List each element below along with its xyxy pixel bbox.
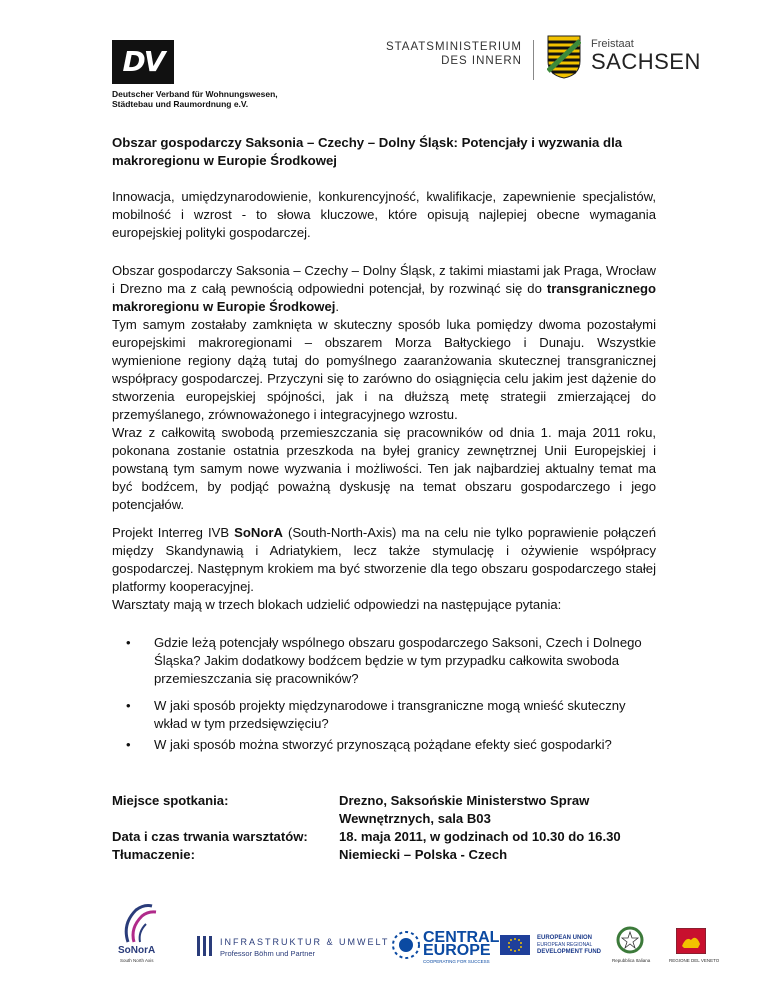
region-text-bold: transgranicznego makroregionu w Europie Środkowej xyxy=(112,281,656,314)
ce-line1: CENTRAL xyxy=(423,929,500,946)
freistaat-label: Freistaat xyxy=(591,38,634,50)
dv-organization-name xyxy=(112,89,278,109)
saxony-crest-icon xyxy=(547,35,581,79)
project-text-part2: (South-North-Axis) ma na celu nie tylko poprawienie połączeń między Skandynawią i Adriatykiem, lecz także stymulację i ożywienie współpracy gospodarczej. Następnym krokiem ma być stworzenie dla tego obszaru gospodarczego stałej platformy kooperacyjnej. xyxy=(112,525,656,594)
ce-line2: EUROPE xyxy=(423,942,491,959)
ministry-name xyxy=(380,40,522,68)
project-text-part1: Projekt Interreg IVB xyxy=(112,525,235,540)
central-europe-stars-icon xyxy=(391,930,421,960)
list-item xyxy=(112,697,656,733)
italian-republic-caption: Repubblica Italiana xyxy=(612,958,651,963)
eu-line2: EUROPEAN REGIONAL xyxy=(537,942,593,948)
eu-line3: DEVELOPMENT FUND xyxy=(537,949,602,955)
infrastruktur-title: INFRASTRUKTUR & UMWELT xyxy=(220,937,390,947)
place-label: Miejsce spotkania: xyxy=(112,793,229,808)
region-text-part2: . xyxy=(335,299,340,314)
list-item xyxy=(112,634,656,688)
project-text-bold: SoNorA xyxy=(234,525,283,540)
italian-republic-emblem-icon xyxy=(616,926,644,954)
sonora-logo-icon xyxy=(118,902,160,944)
list-item xyxy=(112,736,656,754)
infrastruktur-logo-icon xyxy=(197,936,213,956)
dv-name-line1: Deutscher Verband für Wohnungswesen, xyxy=(112,89,278,99)
eu-line1: EUROPEAN UNION xyxy=(537,935,593,941)
bullet-icon: • xyxy=(126,635,131,650)
veneto-region-emblem-icon xyxy=(676,928,706,954)
region-text-part1: Obszar gospodarczy Saksonia – Czechy – Dolny Śląsk, z takimi miastami jak Praga, Wrocław i Drezno ma z całą pewnością odpowiedni potencjał, by rozwinąć się do xyxy=(112,263,656,296)
mobility-paragraph: Wraz z całkowitą swobodą przemieszczania się pracowników od dnia 1. maja 2011 roku, pokonana zostanie ostatnia przeszkoda na byłej granicy zewnętrznej Unii Europejskiej i powstaną tym samym nowe wyzwania i możliwości. Ten jak najbardziej aktualny temat ma być bodźcem, by podjąć poważną dyskusję na temat obszaru gospodarczego i jego potencjałów. xyxy=(112,425,656,512)
bullet-icon: • xyxy=(126,698,131,713)
ministry-line1: STAATSMINISTERIUM xyxy=(385,41,522,53)
list-item-text: W jaki sposób można stworzyć przynoszącą pożądane efekty sieć gospodarki? xyxy=(154,737,612,752)
sonora-name: SoNorA xyxy=(118,945,156,956)
central-europe-subtitle: COOPERATING FOR SUCCESS xyxy=(423,959,490,964)
list-item-text: W jaki sposób projekty międzynarodowe i transgraniczne mogą wnieść skuteczny wkład w tym przedsięwzięciu? xyxy=(154,698,626,731)
gap-paragraph: Tym samym zostałaby zamknięta w skuteczny sposób luka pomiędzy dwoma pozostałymi europejskimi makroregionami – obszarem Morza Bałtyckiego i Dunaju. Wszystkie wymienione regiony dążą tutaj do pomyślnego zaaranżowania skutecznej transgranicznej współpracy gospodarczej. Przyczyni się to zarówno do osiągnięcia celu jakim jest dążenie do stworzenia europejskiej spójności, jak i na dłuższą metę strategii zmierzającej do przemyślanego, zrównoważonego i integracyjnego wzrostu. xyxy=(112,317,656,422)
veneto-region-caption: REGIONE DEL VENETO xyxy=(669,958,720,963)
translation-label: Tłumaczenie: xyxy=(112,847,195,862)
region-paragraph xyxy=(112,262,656,316)
dv-name-line2: Städtebau und Raumordnung e.V. xyxy=(112,99,249,109)
question-list xyxy=(112,634,656,754)
sachsen-label: SACHSEN xyxy=(591,49,701,74)
date-value: 18. maja 2011, w godzinach od 10.30 do 16.30 xyxy=(339,829,621,844)
place-value: Drezno, Saksońskie Ministerstwo Spraw Wewnętrznych, sala B03 xyxy=(339,793,590,826)
bullet-icon: • xyxy=(126,737,131,752)
translation-value: Niemiecki – Polska - Czech xyxy=(339,847,508,862)
infrastruktur-subtitle: Professor Böhm und Partner xyxy=(220,949,316,958)
eu-flag-icon xyxy=(500,935,530,955)
date-label: Data i czas trwania warsztatów: xyxy=(112,829,308,844)
project-paragraph xyxy=(112,524,656,596)
central-europe-title xyxy=(423,931,499,957)
dv-logo: DV xyxy=(112,40,174,84)
ministry-line2: DES INNERN xyxy=(441,55,522,67)
workshop-questions-intro: Warsztaty mają w trzech blokach udzielić odpowiedzi na następujące pytania: xyxy=(112,597,562,612)
sonora-subtitle: South North Axis xyxy=(120,958,154,963)
eu-fund-label xyxy=(537,935,601,956)
intro-paragraph: Innowacja, umiędzynarodowienie, konkurencyjność, kwalifikacje, zapewnienie specjalistów, mobilność i wzrost - to słowa kluczowe, które opisują najlepiej obecne wymagania europejskiej polityki gospodarczej. xyxy=(112,189,656,240)
header-divider xyxy=(533,40,534,80)
list-item-text: Gdzie leżą potencjały wspólnego obszaru gospodarczego Saksoni, Czech i Dolnego Śląska? Jakim dodatkowy bodźcem będzie w tym przypadku całkowita swoboda przemieszczania się pracowników? xyxy=(154,635,642,686)
document-title: Obszar gospodarczy Saksonia – Czechy – Dolny Śląsk: Potencjały i wyzwania dla makroregionu w Europie Środkowej xyxy=(112,135,623,168)
